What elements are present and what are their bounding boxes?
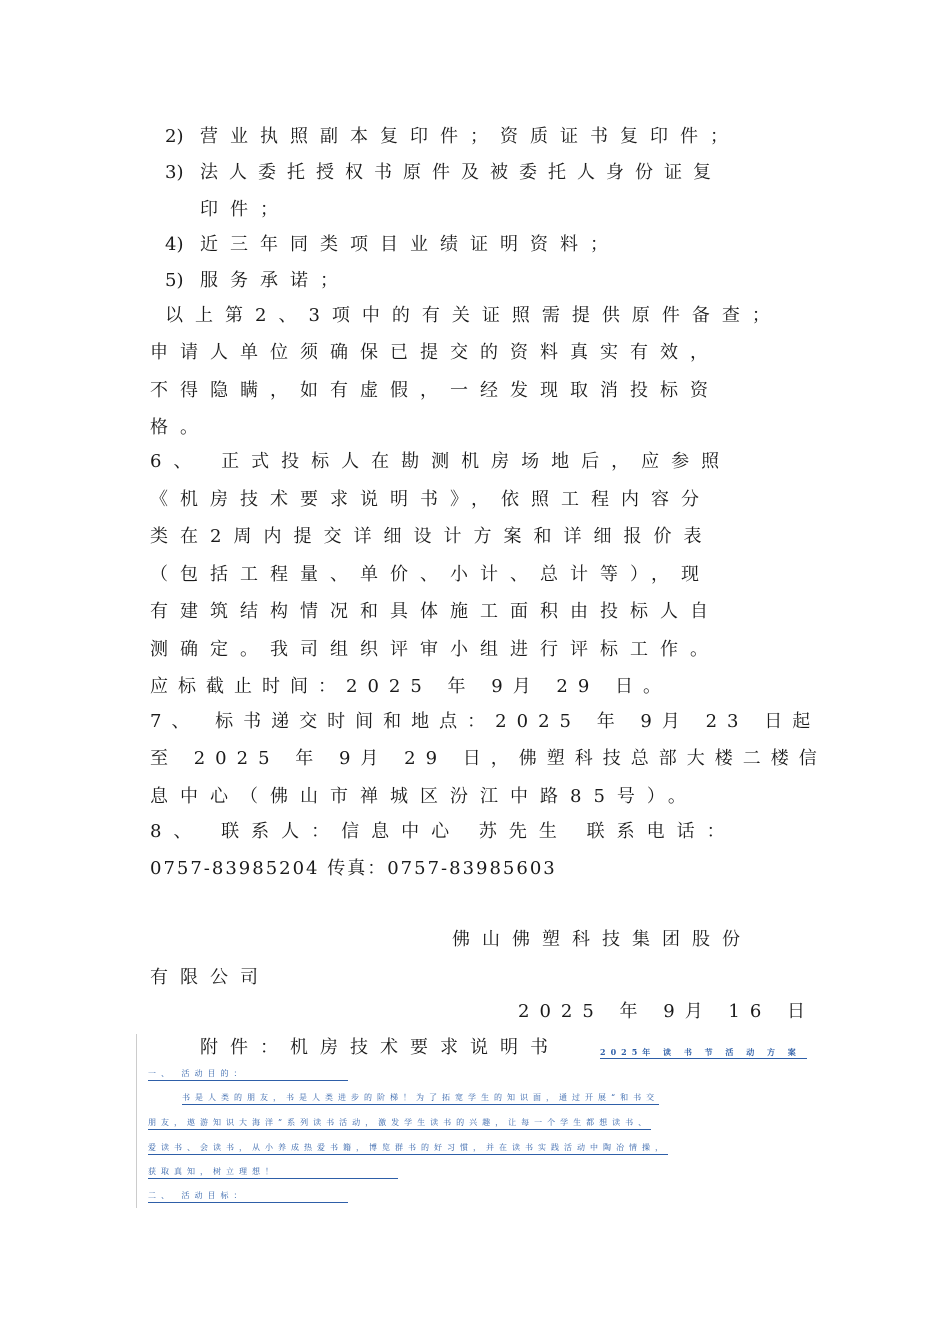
attachment-title: 附件：机房技术要求说明书 [200, 1037, 560, 1058]
text-line: 类在2周内提交详细设计方案和详细报价表 [150, 526, 714, 547]
list-number: 4) [165, 234, 184, 255]
text-line: （包括工程量、单价、小计、总计等），现 [150, 564, 711, 585]
text-line: 《机房技术要求说明书》，依照工程内容分 [150, 489, 711, 510]
overlay-title: 2025年 读 书 节 活 动 方 案 [600, 1046, 807, 1059]
list-text-continued: 印件； [200, 199, 290, 220]
list-number: 3) [165, 162, 184, 183]
company-name: 佛山佛塑科技集团股份 [452, 929, 752, 950]
overlay-line: 爱读书、会读书，从小养成热爱书籍，博览群书的好习惯，并在读书实践活动中陶冶情操， [148, 1142, 668, 1155]
text-line: 7、 标书递交时间和地点：2025 年 9月 23 日起 [150, 711, 821, 732]
list-number: 2) [165, 126, 184, 147]
overlay-line: 书是人类的朋友，书是人类进步的阶梯！为了拓宽学生的知识面，通过开展“和书交 [182, 1092, 659, 1105]
deadline-line: 应标截止时间：2025 年 9月 29 日。 [150, 676, 672, 697]
overlay-heading: 二、 活动目标： [148, 1190, 348, 1203]
text-line: 申请人单位须确保已提交的资料真实有效， [150, 342, 720, 363]
list-text: 服务承诺； [200, 270, 350, 291]
list-text: 法人委托授权书原件及被委托人身份证复 [200, 162, 722, 183]
overlay-heading: 一、 活动目的： [148, 1068, 348, 1081]
text-line: 不得隐瞒，如有虚假，一经发现取消投标资 [150, 380, 720, 401]
text-line: 有建筑结构情况和具体施工面积由投标人自 [150, 601, 720, 622]
phone-fax-line: 0757-83985204 传真：0757-83985603 [150, 858, 557, 879]
text-line: 至 2025 年 9月 29 日，佛塑科技总部大楼二楼信 [150, 748, 827, 769]
margin-bar [136, 1034, 137, 1208]
company-name-continued: 有限公司 [150, 967, 270, 988]
contact-line: 8、 联系人：信息中心 苏先生 联系电话： [150, 821, 737, 842]
list-text: 营业执照副本复印件；资质证书复印件； [200, 126, 740, 147]
list-text: 近三年同类项目业绩证明资料； [200, 234, 620, 255]
list-number: 5) [165, 270, 184, 291]
text-line: 测确定。我司组织评审小组进行评标工作。 [150, 639, 720, 660]
text-line: 息中心（佛山市禅城区汾江中路85号）。 [150, 786, 698, 807]
text-line: 6、 正式投标人在勘测机房场地后，应参照 [150, 451, 732, 472]
signature-date: 2025 年 9月 16 日 [518, 1001, 816, 1022]
overlay-line: 获取真知，树立理想！ [148, 1166, 398, 1179]
text-line: 以上第2、3项中的有关证照需提供原件备查； [165, 305, 782, 326]
text-line: 格。 [150, 417, 210, 438]
overlay-line: 朋友，遨游知识大海洋”系列读书活动，激发学生读书的兴趣，让每一个学生都想读书、 [148, 1117, 651, 1130]
